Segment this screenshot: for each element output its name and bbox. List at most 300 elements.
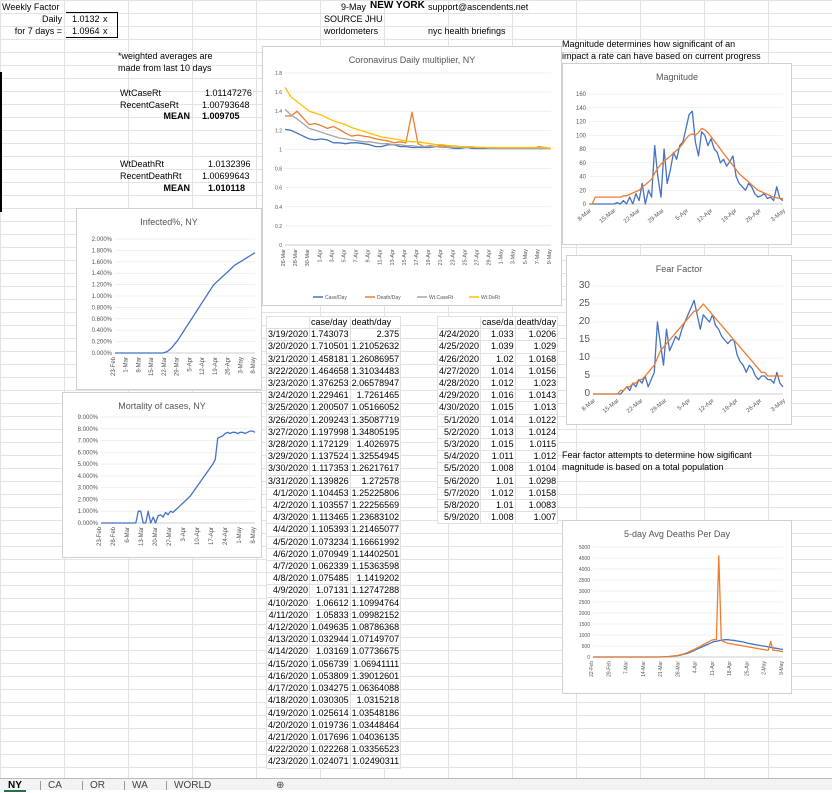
infected-chart[interactable]	[76, 208, 262, 390]
x-tick-label: 7-May	[534, 249, 541, 265]
date-cell: 4/4/2020	[267, 524, 310, 536]
case-rate-cell: 1.039	[481, 341, 516, 353]
table-header-row	[267, 317, 401, 329]
case-rate-cell: 1.015	[481, 402, 516, 414]
y-tick-label: 1	[279, 147, 282, 154]
chart-title: Fear Factor	[655, 264, 703, 274]
case-rate-cell: 1.464658	[311, 365, 349, 376]
x-tick-label: 8-May	[251, 527, 257, 544]
case-rate-cell: 1.06612	[310, 597, 351, 609]
header-source-2: worldometers	[324, 26, 379, 36]
x-tick-label: 21-Apr	[438, 249, 445, 266]
y-tick-label: 160	[575, 92, 586, 98]
death-rate-cell: 2.06578947	[351, 378, 400, 389]
case-rate-cell: 1.075485	[311, 573, 349, 584]
case-rate-cell: 1.034275	[311, 683, 349, 694]
table-row	[438, 439, 558, 451]
seven-day-value: 1.0964	[72, 26, 100, 36]
y-tick-label: 8.000%	[77, 426, 98, 433]
table-row	[267, 585, 401, 597]
case-rate-cell: 1.172129	[311, 439, 349, 450]
seven-day-label: for 7 days =	[14, 26, 62, 36]
death-rate-cell: 1.0115	[515, 439, 558, 451]
x-tick-label: 8-Mar	[576, 208, 593, 223]
x-tick-label: 26-Apr	[225, 357, 232, 376]
date-cell: 3/25/2020	[268, 402, 309, 413]
death-rate-cell: 1.023	[515, 378, 558, 390]
weighted-note-2: made from last 10 days	[118, 63, 212, 73]
table-row	[267, 475, 401, 487]
y-tick-label: 1.4	[275, 109, 282, 116]
date-cell: 4/23/2020	[268, 756, 309, 767]
date-cell: 5/5/2020	[438, 463, 481, 475]
x-tick-label: 27-Mar	[167, 527, 173, 547]
y-tick-label: 1.8	[275, 71, 282, 77]
table-row	[438, 378, 558, 390]
x-tick-label: 29-Mar	[174, 357, 181, 377]
case-rate-cell: 1.070949	[311, 548, 349, 559]
y-tick-label: 1.800%	[91, 248, 112, 255]
date-cell: 4/24/2020	[439, 329, 480, 340]
series-line-avg-deaths-b	[593, 556, 783, 657]
case-rate-cell: 1.139826	[311, 475, 349, 486]
tab-or[interactable]: OR	[90, 780, 105, 791]
death-rate-cell: 1.007	[515, 512, 558, 524]
table-row	[267, 658, 401, 670]
date-cell: 4/29/2020	[439, 390, 480, 401]
mortality-plot	[63, 393, 261, 557]
reccase-value: 1.00793648	[202, 100, 250, 110]
x-tick-label: 28-Feb	[111, 527, 117, 547]
y-tick-label: 5000	[578, 545, 590, 551]
date-cell: 3/24/2020	[268, 390, 309, 401]
death-rate-cell: 1.7261465	[350, 390, 401, 402]
factor-box-top	[66, 12, 118, 13]
table-row	[267, 744, 401, 756]
x-tick-label: 22-Feb	[589, 661, 595, 677]
x-tick-label: 26-Apr	[745, 398, 764, 415]
magnitude-note-1: Magnitude determines how significant of an	[562, 39, 736, 49]
case-rate-cell: 1.022268	[311, 744, 349, 755]
death-rate-cell: 1.21465077	[351, 524, 400, 535]
x-tick-label: 9-May	[779, 661, 785, 675]
case-rate-cell: 1.012	[481, 378, 516, 390]
x-tick-label: 5-Apr	[187, 357, 194, 372]
x-tick-label: 12-Apr	[696, 208, 715, 225]
legend-label: Death/Day	[377, 295, 401, 301]
factor-box-bottom	[66, 37, 118, 38]
x-tick-label: 6-Mar	[125, 527, 131, 543]
tab-ny[interactable]: NY	[4, 779, 26, 792]
table-row	[267, 695, 401, 707]
date-cell: 5/6/2020	[438, 475, 481, 487]
y-tick-label: 3.000%	[77, 485, 98, 492]
magnitude-chart[interactable]	[562, 63, 792, 245]
table-row	[267, 756, 401, 768]
date-cell: 3/21/2020	[268, 353, 309, 364]
case-rate-cell: 1.030305	[311, 695, 349, 706]
case-rate-cell: 1.073234	[311, 536, 349, 547]
x-tick-label: 5-May	[522, 249, 529, 265]
table-row	[267, 622, 401, 634]
table-row	[267, 439, 401, 451]
header-source-3: nyc health briefings	[428, 26, 506, 36]
y-tick-label: 0	[279, 243, 282, 249]
case-rate-cell: 1.032944	[311, 634, 349, 645]
date-cell: 4/9/2020	[267, 585, 310, 597]
case-rate-cell: 1.710501	[311, 341, 349, 352]
death-rate-cell: 1.03448464	[351, 719, 400, 730]
y-tick-label: 6.000%	[77, 450, 98, 457]
x-tick-label: 25-Apr	[462, 249, 469, 266]
x-tick-label: 23-Feb	[97, 527, 103, 547]
date-cell: 4/8/2020	[267, 573, 310, 585]
weekly-factor-label: Weekly Factor	[2, 2, 60, 12]
y-tick-label: 1.6	[275, 90, 282, 97]
x-tick-label: 18-Apr	[727, 661, 734, 677]
x-tick-label: 25-Apr	[744, 661, 751, 677]
x-tick-label: 3-May	[770, 398, 787, 414]
case-rate-cell: 1.137524	[311, 451, 349, 462]
x-tick-label: 19-Apr	[212, 357, 219, 376]
legend-label: Wt.CaseRt	[429, 295, 454, 301]
date-cell: 5/1/2020	[438, 414, 481, 426]
x-tick-label: 3-May	[770, 208, 787, 224]
table-row	[267, 402, 401, 414]
x-tick-label: 5-Apr	[341, 249, 348, 263]
x-tick-label: 15-Mar	[149, 357, 156, 377]
case-rate-cell: 1.056739	[311, 658, 349, 669]
date-cell: 3/26/2020	[268, 414, 309, 425]
x-tick-label: 1-May	[237, 527, 243, 544]
y-tick-label: 20	[579, 188, 586, 195]
table-row	[438, 353, 558, 365]
series-line-fear-factor-a	[593, 300, 783, 394]
case-rate-cell: 1.458181	[311, 353, 349, 364]
death-rate-cell: 1.05166052	[351, 402, 400, 413]
multiplier-chart[interactable]	[262, 46, 562, 306]
x-tick-label: 15-Mar	[602, 398, 621, 415]
date-cell: 4/6/2020	[267, 548, 310, 560]
case-rate-cell: 1.117353	[310, 463, 351, 475]
death-rate-cell: 1.06364088	[351, 683, 400, 694]
death-rate-cell: 1.06941111	[350, 658, 401, 670]
x-tick-label: 9-May	[547, 249, 553, 265]
case-rate-cell: 1.013	[481, 426, 516, 438]
x-tick-label: 13-Apr	[389, 249, 396, 266]
mean-death-value: 1.010118	[208, 183, 246, 193]
y-tick-label: 20	[578, 316, 590, 327]
tab-ca[interactable]: CA	[48, 780, 62, 791]
series-line-case-day	[285, 129, 551, 148]
x-tick-label: 30-Mar	[305, 249, 312, 267]
case-rate-cell: 1.376253	[311, 378, 349, 389]
case-rate-cell: 1.104453	[311, 487, 349, 498]
case-rate-cell: 1.743073	[311, 329, 349, 340]
table-row	[267, 536, 401, 548]
death-rate-cell: 1.25225806	[351, 487, 400, 498]
x-tick-label: 24-Apr	[223, 527, 229, 546]
legend-label: Wt.DeRt	[481, 295, 500, 301]
sheet-tabs	[0, 778, 832, 790]
case-rate-cell: 1.200507	[311, 402, 349, 413]
table-row	[267, 609, 401, 621]
death-rate-cell: 1.1419202	[350, 573, 401, 585]
death-rate-cell: 1.0206	[515, 329, 558, 341]
case-rate-cell: 1.01	[481, 500, 516, 512]
case-rate-cell: 1.03169	[310, 646, 351, 658]
tab-world[interactable]: WORLD	[174, 780, 212, 791]
date-cell: 3/31/2020	[268, 475, 309, 486]
table-row	[267, 512, 401, 524]
death-rate-cell: 1.029	[515, 341, 558, 353]
death-rate-cell: 2.375	[350, 329, 401, 341]
magnitude-note-2: impact a rate can have based on current progress	[562, 51, 761, 61]
death-rate-cell: 1.16661992	[351, 536, 400, 547]
chart-title: Infected%, NY	[140, 217, 198, 227]
x-tick-label: 3-May	[238, 357, 245, 374]
y-tick-label: 10	[578, 352, 590, 363]
death-rate-cell: 1.26217617	[351, 463, 400, 474]
infected-plot	[77, 209, 261, 389]
series-line-infected-	[115, 253, 255, 353]
table-row	[267, 646, 401, 658]
mean-case-value: 1.009705	[202, 111, 240, 121]
rates-table-2	[437, 316, 558, 524]
table-row	[438, 365, 558, 377]
wtdeath-value: 1.0132396	[208, 159, 251, 169]
death-rate-cell: 1.26086957	[351, 353, 400, 364]
table-row	[267, 634, 401, 646]
y-tick-label: 0	[584, 388, 590, 399]
table-row	[267, 341, 401, 353]
x-tick-label: 13-Mar	[139, 527, 145, 547]
x-tick-label: 3-Apr	[329, 249, 336, 263]
date-cell: 3/19/2020	[268, 329, 309, 340]
date-cell: 5/7/2020	[438, 487, 481, 499]
table-row	[267, 500, 401, 512]
wtcase-value: 1.01147276	[205, 88, 252, 98]
mean-death-label: MEAN	[163, 183, 190, 193]
date-cell: 4/25/2020	[439, 341, 480, 352]
y-tick-label: 7.000%	[77, 438, 98, 445]
y-tick-label: 25	[578, 298, 590, 309]
y-tick-label: 2.000%	[91, 237, 112, 243]
table-row	[267, 329, 401, 341]
chart-title: Mortality of cases, NY	[118, 401, 206, 411]
case-rate-cell: 1.024071	[311, 756, 349, 767]
case-rate-cell: 1.197998	[311, 426, 349, 437]
header-date: 9-May	[340, 2, 366, 12]
x-tick-label: 22-Mar	[161, 357, 168, 377]
y-tick-label: 0.400%	[91, 328, 112, 335]
date-cell: 4/21/2020	[268, 731, 309, 742]
date-cell: 3/27/2020	[268, 426, 309, 437]
y-tick-label: 0.6	[275, 185, 282, 192]
date-cell: 5/4/2020	[438, 451, 481, 463]
date-cell: 4/20/2020	[268, 719, 309, 730]
case-rate-cell: 1.008	[481, 463, 516, 475]
table-row	[438, 487, 558, 499]
case-rate-cell: 1.049635	[311, 622, 349, 633]
mortality-chart[interactable]	[62, 392, 262, 558]
y-tick-label: 0.000%	[77, 521, 98, 527]
death-rate-cell: 1.0104	[515, 463, 558, 475]
death-rate-cell: 1.03356523	[351, 744, 400, 755]
death-rate-cell: 1.02490311	[350, 756, 401, 768]
x-tick-label: 3-Apr	[181, 527, 187, 542]
avg-deaths-chart[interactable]	[562, 520, 792, 694]
date-cell: 4/15/2020	[268, 658, 309, 669]
x-tick-label: 26-Apr	[744, 208, 763, 225]
x-tick-label: 8-Mar	[136, 357, 143, 373]
date-cell: 3/30/2020	[268, 463, 309, 474]
selection-bar	[0, 72, 2, 212]
y-tick-label: 9.000%	[77, 415, 98, 421]
date-cell: 4/3/2020	[267, 512, 310, 524]
table-row	[438, 329, 558, 341]
death-rate-cell: 1.013	[515, 402, 558, 414]
y-tick-label: 120	[575, 119, 586, 126]
date-cell: 5/3/2020	[438, 439, 481, 451]
date-cell: 5/9/2020	[438, 512, 481, 524]
x-tick-label: 5-Apr	[674, 208, 690, 223]
mean-case-label: MEAN	[163, 111, 190, 121]
y-tick-label: 2.000%	[77, 497, 98, 504]
y-tick-label: 1.200%	[91, 282, 112, 289]
y-tick-label: 0.4	[275, 204, 282, 211]
table-row	[438, 390, 558, 402]
case-rate-cell: 1.011	[481, 451, 516, 463]
table-row	[267, 548, 401, 560]
date-cell: 4/10/2020	[268, 597, 309, 608]
date-cell: 4/17/2020	[268, 683, 309, 694]
weighted-note-1: *weighted averages are	[118, 51, 213, 61]
table-row	[438, 463, 558, 475]
x-tick-label: 12-Apr	[697, 398, 716, 415]
date-cell: 4/7/2020	[267, 561, 310, 573]
case-rate-cell: 1.033	[481, 329, 516, 341]
table-row	[267, 378, 401, 390]
table-row	[267, 719, 401, 731]
multiplier-plot	[263, 47, 561, 305]
wtdeath-label: WtDeathRt	[120, 159, 165, 169]
case-rate-cell: 1.105393	[311, 524, 349, 535]
table-row	[267, 561, 401, 573]
death-rate-cell: 1.0143	[515, 390, 558, 402]
y-tick-label: 5	[584, 370, 590, 381]
death-rate-cell: 1.14402501	[351, 548, 400, 559]
death-rate-cell: 1.07149707	[351, 634, 400, 645]
table-row	[267, 463, 401, 475]
x-tick-label: 26-Mar	[281, 249, 287, 267]
x-tick-label: 29-Mar	[649, 398, 669, 415]
table-row	[267, 683, 401, 695]
x-tick-label: 19-Apr	[426, 249, 433, 266]
death-rate-cell: 1.012	[515, 451, 558, 463]
date-cell: 4/13/2020	[268, 634, 309, 645]
fear-note-1: Fear factor attempts to determine how sigificant	[562, 450, 752, 460]
fear-factor-chart[interactable]	[566, 255, 792, 425]
y-tick-label: 0.600%	[91, 316, 112, 323]
case-rate-cell: 1.01	[481, 475, 516, 487]
table-header-row	[438, 317, 558, 329]
case-rate-cell: 1.103557	[311, 500, 349, 511]
death-rate-cell: 1.31034483	[351, 365, 400, 376]
table-row	[438, 451, 558, 463]
date-cell: 3/20/2020	[268, 341, 309, 352]
header-source: SOURCE JHU	[324, 14, 383, 24]
date-cell: 4/19/2020	[268, 707, 309, 718]
y-tick-label: 1500	[578, 622, 590, 628]
x-tick-label: 23-Apr	[450, 249, 457, 266]
y-tick-label: 500	[581, 644, 590, 650]
table-row	[267, 573, 401, 585]
y-tick-label: 3000	[578, 589, 590, 595]
date-cell: 4/30/2020	[439, 402, 480, 413]
fear-plot	[567, 256, 791, 424]
death-rate-cell: 1.08786368	[351, 622, 400, 633]
death-rate-cell: 1.0168	[515, 353, 558, 365]
death-rate-cell: 1.09982152	[351, 609, 400, 620]
reccase-label: RecentCaseRt	[120, 100, 179, 110]
x-tick-label: 7-Apr	[353, 249, 360, 263]
death-rate-cell: 1.22256569	[351, 500, 400, 511]
y-tick-label: 100	[575, 133, 586, 140]
tab-wa[interactable]: WA	[132, 780, 148, 791]
date-cell: 4/12/2020	[268, 622, 309, 633]
death-rate-cell: 1.35087719	[351, 414, 400, 425]
death-rate-cell: 1.10994764	[351, 597, 400, 608]
daily-unit: x	[103, 14, 108, 24]
plus-circle-icon[interactable]: ⊕	[276, 780, 285, 791]
table-row	[438, 341, 558, 353]
date-cell: 4/22/2020	[268, 744, 309, 755]
y-tick-label: 1000	[578, 633, 590, 639]
x-tick-label: 29-Feb	[606, 661, 613, 677]
legend-label: Case/Day	[325, 295, 347, 301]
y-tick-label: 3500	[578, 578, 590, 584]
case-rate-cell: 1.008	[481, 512, 516, 524]
x-tick-label: 19-Apr	[720, 208, 739, 225]
fear-note-2: magnitude is based on a total population	[562, 462, 724, 472]
date-cell: 3/29/2020	[268, 451, 309, 462]
table-row	[438, 426, 558, 438]
case-rate-cell: 1.025614	[311, 707, 349, 718]
date-cell: 3/28/2020	[268, 439, 309, 450]
death-rate-cell: 1.23683102	[351, 512, 400, 523]
seven-day-unit: x	[103, 26, 108, 36]
death-rate-cell: 1.4026975	[350, 439, 401, 451]
case-rate-cell: 1.014	[481, 365, 516, 377]
case-rate-cell: 1.019736	[311, 719, 349, 730]
x-tick-label: 22-Mar	[622, 208, 642, 225]
date-cell: 3/22/2020	[268, 365, 309, 376]
table-header-cell	[267, 317, 310, 329]
daily-label: Daily	[41, 14, 62, 24]
daily-value: 1.0132	[72, 14, 100, 24]
date-cell: 4/28/2020	[439, 378, 480, 389]
x-tick-label: 7-Mar	[623, 661, 630, 675]
date-cell: 4/26/2020	[439, 353, 480, 364]
x-tick-label: 23-Feb	[111, 357, 117, 377]
death-rate-cell: 1.0124	[515, 426, 558, 438]
x-tick-label: 29-Apr	[486, 249, 493, 266]
date-cell: 4/27/2020	[439, 365, 480, 376]
date-cell: 5/8/2020	[438, 500, 481, 512]
case-rate-cell: 1.05833	[310, 609, 351, 621]
table-row	[267, 390, 401, 402]
